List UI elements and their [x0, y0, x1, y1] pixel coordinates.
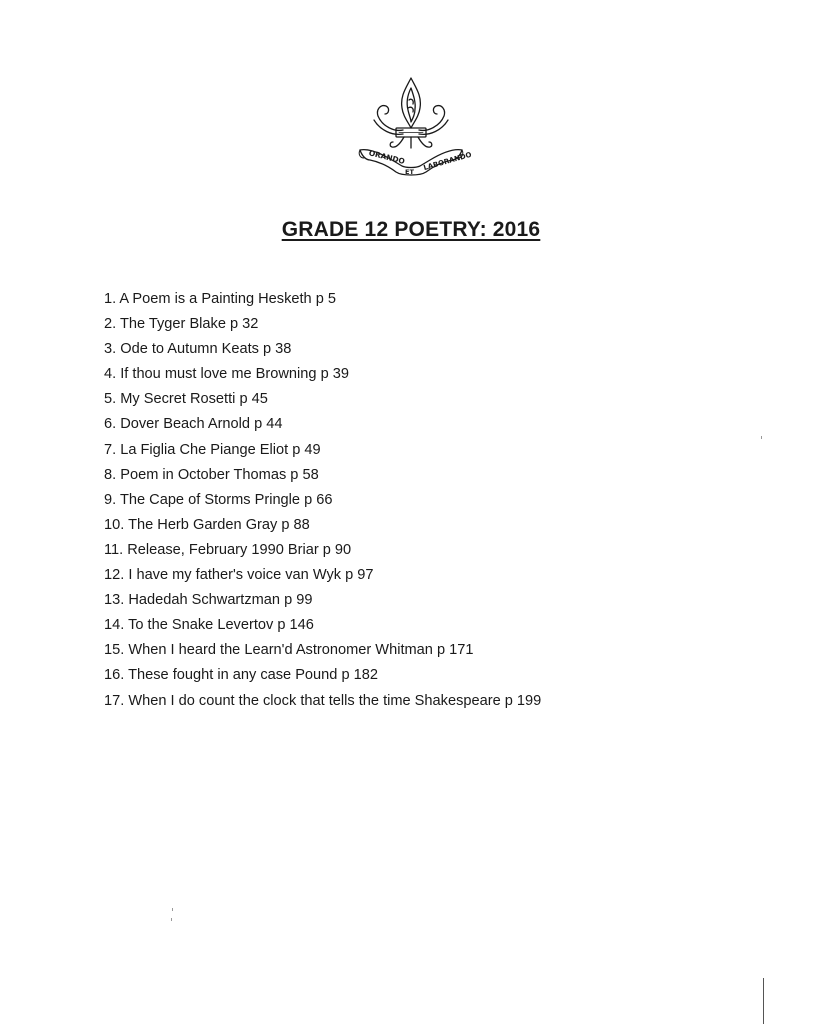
list-item: 8. Poem in October Thomas p 58 [104, 466, 319, 483]
page-title: GRADE 12 POETRY: 2016 [281, 218, 541, 241]
list-item: 12. I have my father's voice van Wyk p 97 [104, 567, 374, 584]
list-item: 3. Ode to Autumn Keats p 38 [104, 341, 292, 358]
scan-speck [172, 908, 173, 911]
motto-right-text: LABORANDO [422, 150, 473, 173]
school-crest-logo [356, 74, 473, 186]
list-item: 10. The Herb Garden Gray p 88 [104, 516, 310, 533]
scan-speck [171, 918, 172, 921]
list-item: 6. Dover Beach Arnold p 44 [104, 416, 283, 433]
motto-center-text: ET [405, 168, 414, 176]
list-item: 2. The Tyger Blake p 32 [104, 316, 259, 333]
poem-list [104, 287, 541, 714]
list-item: 13. Hadedah Schwartzman p 99 [104, 592, 313, 609]
list-item: 4. If thou must love me Browning p 39 [104, 366, 349, 383]
list-item: 14. To the Snake Levertov p 146 [104, 617, 314, 634]
list-item: 11. Release, February 1990 Briar p 90 [104, 541, 352, 558]
list-item: 15. When I heard the Learn'd Astronomer Whitman p 171 [104, 642, 474, 659]
list-item: 9. The Cape of Storms Pringle p 66 [104, 491, 333, 508]
scan-speck [761, 436, 762, 439]
list-item: 5. My Secret Rosetti p 45 [104, 391, 268, 408]
list-item: 17. When I do count the clock that tells the time Shakespeare p 199 [104, 692, 542, 709]
list-item: 16. These fought in any case Pound p 182 [104, 667, 378, 684]
motto-left-text: ORANDO [367, 148, 406, 166]
scan-edge-line [763, 978, 764, 1024]
list-item: 1. A Poem is a Painting Hesketh p 5 [104, 291, 337, 307]
list-item: 7. La Figlia Che Piange Eliot p 49 [104, 441, 321, 458]
